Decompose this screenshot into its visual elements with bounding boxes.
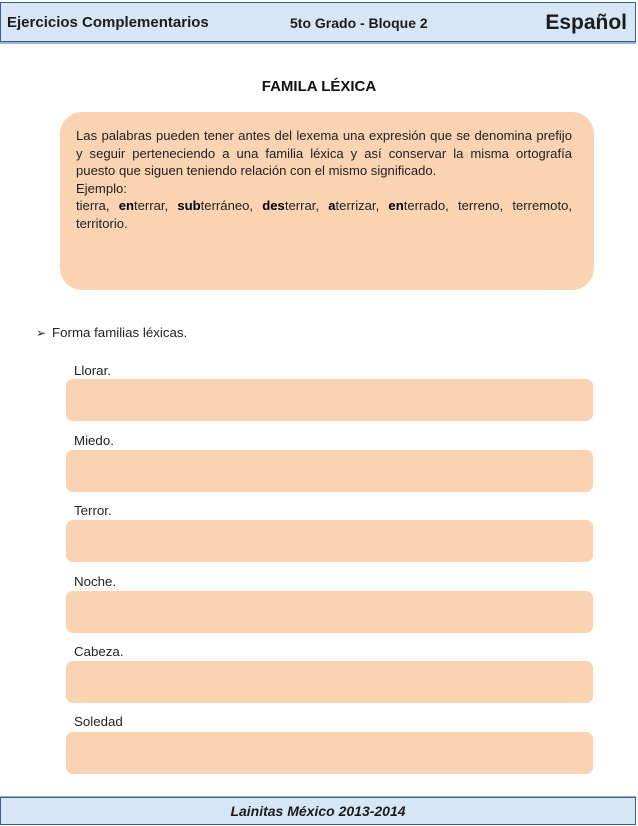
header-course: Español — [545, 11, 627, 34]
exercise-label-terror: Terror. — [74, 503, 112, 518]
instruction — [36, 325, 187, 340]
example-label: Ejemplo: — [76, 180, 127, 196]
explanation-box — [60, 112, 594, 290]
exercise-label-soledad: Soledad — [74, 714, 123, 729]
page-title: FAMILA LÉXICA — [261, 78, 377, 95]
example-words — [76, 197, 572, 232]
answer-box-miedo[interactable] — [66, 450, 593, 492]
answer-box-cabeza[interactable] — [66, 661, 593, 703]
example-word: aterrizar, — [328, 198, 380, 213]
answer-box-soledad[interactable] — [66, 732, 593, 774]
exercise-label-llorar: Llorar. — [74, 363, 111, 378]
header-grade: 5to Grado - Bloque 2 — [290, 15, 428, 31]
header-subject-title: Ejercicios Complementarios — [7, 14, 209, 31]
page-header — [0, 2, 636, 42]
answer-box-terror[interactable] — [66, 520, 593, 562]
footer-text: Lainitas México 2013-2014 — [230, 803, 406, 819]
example-word: tierra, — [76, 198, 110, 213]
answer-box-noche[interactable] — [66, 591, 593, 633]
instruction-text: Forma familias léxicas. — [52, 325, 188, 340]
example-word: enterrado, — [388, 198, 449, 213]
answer-box-llorar[interactable] — [66, 379, 593, 421]
example-word: subterráneo, — [177, 198, 254, 213]
exercise-label-miedo: Miedo. — [74, 433, 114, 448]
example-word: desterrar, — [262, 198, 320, 213]
arrow-bullet-icon: ➢ — [36, 326, 47, 340]
example-word: enterrar, — [118, 198, 169, 213]
example-word: terreno, — [458, 198, 504, 213]
exercise-label-cabeza: Cabeza. — [74, 644, 124, 659]
example-word: terremoto, — [512, 198, 573, 213]
example-word: territorio. — [76, 215, 128, 231]
exercise-label-noche: Noche. — [74, 574, 117, 589]
page-footer — [0, 797, 636, 825]
explanation-paragraph: Las palabras pueden tener antes del lexema una expresión que se denomina prefijo y seguir perteneciendo a una familia léxica y así conservar la misma ortografía puesto que siguen teniendo relación con el mismo significado. — [76, 128, 572, 178]
